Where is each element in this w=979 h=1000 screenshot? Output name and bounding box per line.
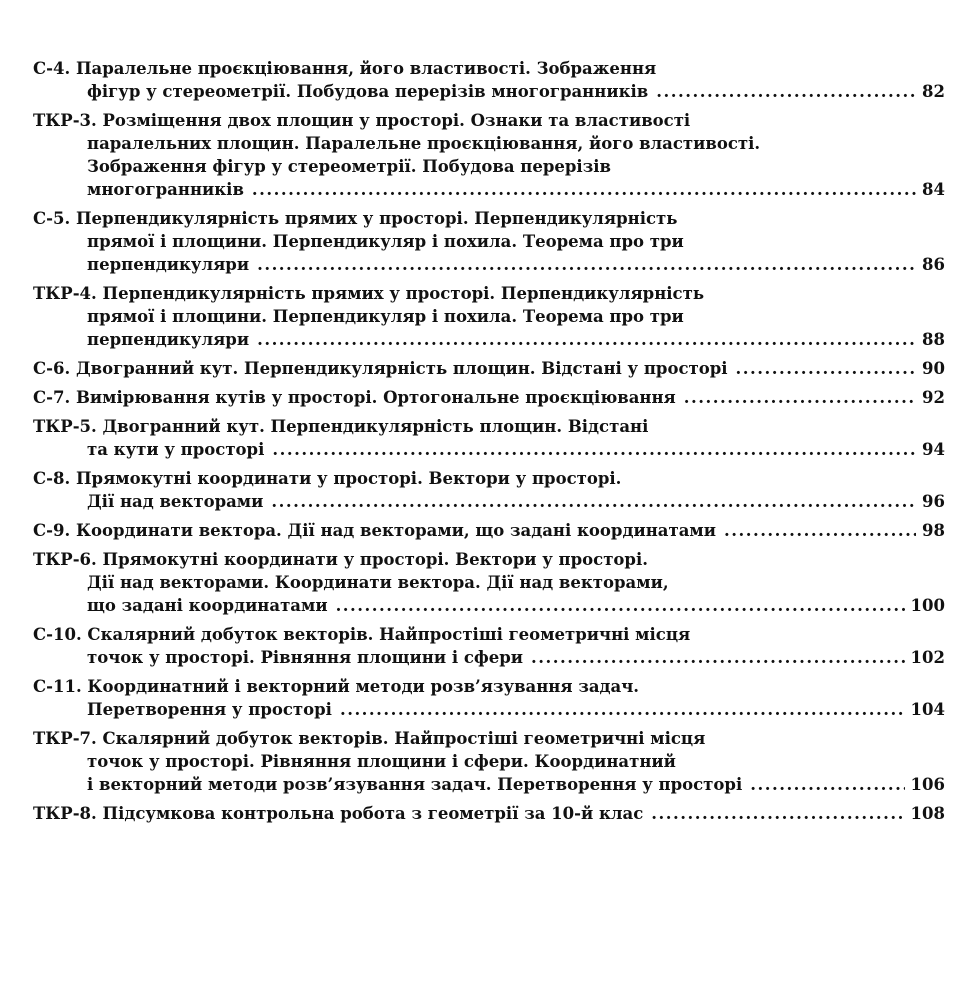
- toc-entry-line: [33, 571, 945, 594]
- toc-entry-line: [33, 646, 945, 669]
- toc-entry-text: ТКР-8. Підсумкова контрольна робота з геометрії за 10-й клас: [33, 804, 644, 823]
- toc-entry: [33, 802, 945, 825]
- toc-entry-text: що задані координатами: [87, 596, 328, 615]
- toc-entry-text: точок у просторі. Рівняння площини і сфери: [87, 648, 524, 667]
- toc-entry-text: прямої і площини. Перпендикуляр і похила. Теорема про три: [87, 307, 684, 326]
- toc-entry-line: [33, 698, 945, 721]
- toc-entry-text: С-11. Координатний і векторний методи розв’язування задач.: [33, 677, 640, 696]
- toc-entry-line: [33, 253, 945, 276]
- toc-entry-line: [33, 750, 945, 773]
- toc-page-number: 102: [910, 648, 945, 667]
- toc-entry: [33, 386, 945, 409]
- toc-entry-text: ТКР-6. Прямокутні координати у просторі. Вектори у просторі.: [33, 550, 648, 569]
- toc-entry-line: [33, 207, 945, 230]
- dot-leader: [340, 698, 905, 721]
- toc-entry-text: ТКР-3. Розміщення двох площин у просторі. Ознаки та властивості: [33, 111, 691, 130]
- toc-entry-text: прямої і площини. Перпендикуляр і похила. Теорема про три: [87, 232, 684, 251]
- toc-entry-line: [33, 727, 945, 750]
- dot-leader: [531, 646, 905, 669]
- toc-entry: [33, 675, 945, 721]
- toc-entry: [33, 727, 945, 796]
- dot-leader: [336, 594, 905, 617]
- toc-entry-text: многогранників: [87, 180, 244, 199]
- dot-leader: [257, 253, 916, 276]
- toc-page-number: 94: [922, 440, 945, 459]
- toc-entry: [33, 548, 945, 617]
- toc-entry: [33, 109, 945, 201]
- toc-entry-line: [33, 155, 945, 178]
- toc-entry-line: [33, 623, 945, 646]
- toc-entry-line: [33, 132, 945, 155]
- toc-entry-line: [33, 548, 945, 571]
- toc-page-number: 84: [922, 180, 945, 199]
- toc-entry-text: С-8. Прямокутні координати у просторі. Вектори у просторі.: [33, 469, 622, 488]
- toc-entry-line: [33, 438, 945, 461]
- toc-entry-line: [33, 467, 945, 490]
- dot-leader: [684, 386, 916, 409]
- toc-entry-text: С-9. Координати вектора. Дії над векторами, що задані координатами: [33, 521, 716, 540]
- toc-entry-text: перпендикуляри: [87, 255, 250, 274]
- toc-entry-line: [33, 57, 945, 80]
- toc-page-number: 88: [922, 330, 945, 349]
- toc-entry-text: С-7. Вимірювання кутів у просторі. Ортогональне проєкціювання: [33, 388, 676, 407]
- dot-leader: [252, 178, 916, 201]
- toc-page-number: 82: [922, 82, 945, 101]
- toc-entry-line: [33, 305, 945, 328]
- toc-entry-text: Зображення фігур у стереометрії. Побудова перерізів: [87, 157, 611, 176]
- dot-leader: [257, 328, 916, 351]
- toc-page-number: 104: [910, 700, 945, 719]
- toc-entry: [33, 415, 945, 461]
- toc-entry-line: [33, 178, 945, 201]
- dot-leader: [271, 490, 916, 513]
- toc-entry-text: Перетворення у просторі: [87, 700, 332, 719]
- dot-leader: [656, 80, 916, 103]
- toc-entry-text: С-6. Двогранний кут. Перпендикулярність площин. Відстані у просторі: [33, 359, 728, 378]
- table-of-contents: [33, 57, 945, 825]
- toc-entry-line: [33, 490, 945, 513]
- toc-entry-text: фігур у стереометрії. Побудова перерізів многогранників: [87, 82, 649, 101]
- toc-entry-line: [33, 328, 945, 351]
- toc-entry: [33, 623, 945, 669]
- toc-entry: [33, 357, 945, 380]
- toc-entry-text: і векторний методи розв’язування задач. Перетворення у просторі: [87, 775, 743, 794]
- toc-entry-line: [33, 415, 945, 438]
- toc-entry: [33, 519, 945, 542]
- toc-entry-line: [33, 230, 945, 253]
- toc-entry-text: паралельних площин. Паралельне проєкціювання, його властивості.: [87, 134, 761, 153]
- dot-leader: [651, 802, 904, 825]
- toc-entry-text: ТКР-7. Скалярний добуток векторів. Найпростіші геометричні місця: [33, 729, 706, 748]
- toc-page-number: 96: [922, 492, 945, 511]
- dot-leader: [736, 357, 916, 380]
- toc-entry-line: [33, 594, 945, 617]
- toc-entry-line: [33, 802, 945, 825]
- toc-entry-text: С-4. Паралельне проєкціювання, його властивості. Зображення: [33, 59, 657, 78]
- toc-page-number: 100: [910, 596, 945, 615]
- toc-page-number: 98: [922, 521, 945, 540]
- toc-entry: [33, 282, 945, 351]
- toc-page-number: 86: [922, 255, 945, 274]
- toc-entry: [33, 57, 945, 103]
- toc-entry-line: [33, 357, 945, 380]
- toc-entry-text: Дії над векторами: [87, 492, 264, 511]
- toc-entry-text: С-5. Перпендикулярність прямих у просторі. Перпендикулярність: [33, 209, 678, 228]
- toc-page-number: 108: [910, 804, 945, 823]
- toc-entry-line: [33, 80, 945, 103]
- dot-leader: [724, 519, 916, 542]
- toc-page-number: 106: [910, 775, 945, 794]
- dot-leader: [750, 773, 904, 796]
- toc-entry-line: [33, 675, 945, 698]
- toc-entry-text: ТКР-4. Перпендикулярність прямих у просторі. Перпендикулярність: [33, 284, 705, 303]
- toc-entry-text: перпендикуляри: [87, 330, 250, 349]
- dot-leader: [272, 438, 916, 461]
- toc-entry-line: [33, 282, 945, 305]
- toc-entry-text: ТКР-5. Двогранний кут. Перпендикулярність площин. Відстані: [33, 417, 649, 436]
- toc-entry-line: [33, 519, 945, 542]
- toc-entry-line: [33, 386, 945, 409]
- toc-entry-line: [33, 773, 945, 796]
- toc-page-number: 92: [922, 388, 945, 407]
- toc-entry-text: та кути у просторі: [87, 440, 265, 459]
- toc-entry-text: Дії над векторами. Координати вектора. Дії над векторами,: [87, 573, 669, 592]
- toc-entry-line: [33, 109, 945, 132]
- toc-entry: [33, 207, 945, 276]
- toc-entry-text: точок у просторі. Рівняння площини і сфери. Координатний: [87, 752, 676, 771]
- toc-entry: [33, 467, 945, 513]
- toc-page-number: 90: [922, 359, 945, 378]
- toc-entry-text: С-10. Скалярний добуток векторів. Найпростіші геометричні місця: [33, 625, 691, 644]
